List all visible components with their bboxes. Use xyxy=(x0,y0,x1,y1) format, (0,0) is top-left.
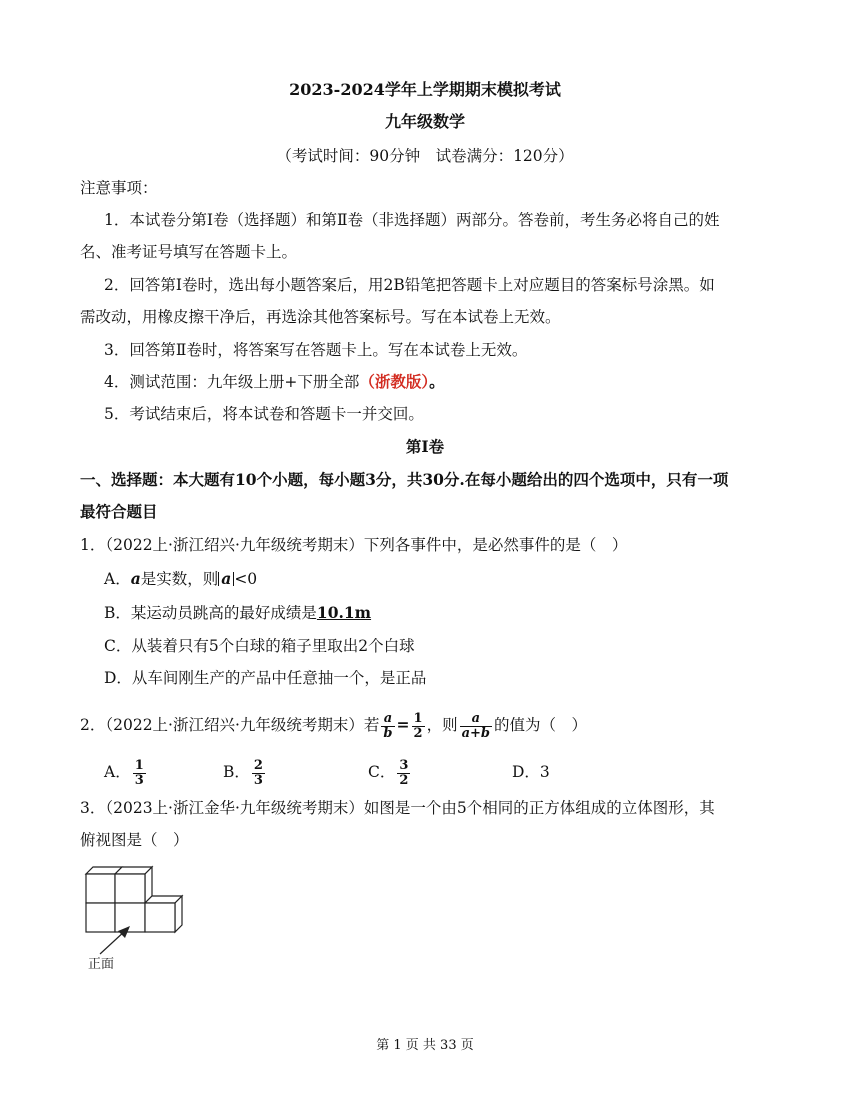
q2-a-fraction xyxy=(133,759,146,788)
q2-stem-prefix: 2．（2022上·浙江绍兴·九年级统考期末）若 xyxy=(80,716,380,734)
exam-info: （考试时间：90分钟 试卷满分：120分） xyxy=(276,147,574,165)
note-4-highlight: （浙教版） xyxy=(359,372,430,391)
q2-stem-suffix: 的值为（ ） xyxy=(493,716,587,734)
frac-den: 2 xyxy=(399,772,409,788)
frac-den: 3 xyxy=(134,772,144,788)
section-heading-line-2: 最符合题目 xyxy=(80,502,158,521)
q2-option-c xyxy=(368,755,412,789)
q3-stem-line-1: 3．（2023上·浙江金华·九年级统考期末）如图是一个由5个相同的正方体组成的立体图形，其 xyxy=(80,799,715,817)
q1-a-var: a xyxy=(130,569,141,588)
frac-den: a+b xyxy=(461,725,490,741)
q2-fraction-half xyxy=(412,712,425,741)
frac-num: a xyxy=(460,712,492,727)
cube-front-face xyxy=(86,903,115,932)
exam-title: 2023-2024学年上学期期末模拟考试 xyxy=(289,80,561,99)
cube-front-face xyxy=(145,903,175,932)
cube-figure xyxy=(80,862,200,980)
note-1-line-1: 1．本试卷分第Ⅰ卷（选择题）和第Ⅱ卷（非选择题）两部分。答卷前，考生务必将自己的姓 xyxy=(104,211,720,229)
q1-a-label: A． xyxy=(104,570,131,588)
note-4-prefix: 4．测试范围：九年级上册+下册全部 xyxy=(104,373,360,391)
q2-fraction-target xyxy=(460,712,492,741)
q1-a-text: 是实数，则 xyxy=(140,570,219,588)
q2-stem-mid: ，则 xyxy=(426,716,458,734)
q1-a-suffix: <0 xyxy=(234,570,258,588)
frac-den: 3 xyxy=(253,772,263,788)
cube-front-face xyxy=(115,874,145,903)
q1-b-value: 10.1m xyxy=(316,603,372,622)
note-4 xyxy=(104,372,445,392)
q2-b-label: B． xyxy=(223,763,250,781)
frac-den: b xyxy=(383,725,393,741)
q2-option-d: D．3 xyxy=(512,763,550,781)
q1-option-b xyxy=(104,603,371,623)
q2-stem xyxy=(80,708,587,742)
front-label: 正面 xyxy=(88,957,115,972)
frac-num: a xyxy=(381,712,394,727)
cube-front-face xyxy=(115,903,145,932)
frac-num: 1 xyxy=(134,757,144,773)
cube-side-face xyxy=(175,896,182,932)
exam-subtitle: 九年级数学 xyxy=(384,112,465,131)
q1-b-text: B．某运动员跳高的最好成绩是 xyxy=(104,604,317,622)
note-1-line-2: 名、准考证号填写在答题卡上。 xyxy=(80,243,298,261)
note-3: 3．回答第Ⅱ卷时，将答案写在答题卡上。写在本试卷上无效。 xyxy=(104,341,528,359)
frac-num: 3 xyxy=(399,757,409,773)
q2-option-b xyxy=(223,755,267,789)
notes-heading: 注意事项： xyxy=(80,179,158,197)
q1-option-c: C．从装着只有5个白球的箱子里取出2个白球 xyxy=(104,637,415,655)
q2-b-fraction xyxy=(252,759,265,788)
q1-option-a xyxy=(104,569,257,589)
frac-num: 1 xyxy=(413,710,423,726)
frac-num: 2 xyxy=(253,757,263,773)
q1-stem: 1．（2022上·浙江绍兴·九年级统考期末）下列各事件中，是必然事件的是（ ） xyxy=(80,536,628,554)
cube-front-face xyxy=(86,874,115,903)
q1-a-abs: a xyxy=(218,572,234,586)
q2-c-label: C． xyxy=(368,763,396,781)
section-heading-line-1: 一、选择题：本大题有10个小题，每小题3分，共30分.在每小题给出的四个选项中，只有一项 xyxy=(80,470,729,489)
note-4-suffix: 。 xyxy=(429,372,445,391)
note-2-line-2: 需改动，用橡皮擦干净后，再选涂其他答案标号。写在本试卷上无效。 xyxy=(80,308,561,326)
note-2-line-1: 2．回答第Ⅰ卷时，选出每小题答案后，用2B铅笔把答题卡上对应题目的答案标号涂黑。如 xyxy=(104,276,715,294)
q2-a-label: A． xyxy=(104,763,131,781)
q2-c-fraction xyxy=(397,759,410,788)
page-footer: 第 1 页 共 33 页 xyxy=(376,1038,474,1053)
frac-den: 2 xyxy=(413,725,423,741)
q2-equals: = xyxy=(396,715,410,734)
q3-stem-line-2: 俯视图是（ ） xyxy=(80,831,189,849)
note-5: 5．考试结束后，将本试卷和答题卡一并交回。 xyxy=(104,405,424,423)
q2-option-a xyxy=(104,755,148,789)
volume-heading: 第Ⅰ卷 xyxy=(405,437,445,456)
q1-option-d: D．从车间刚生产的产品中任意抽一个，是正品 xyxy=(104,669,427,687)
q2-fraction-a-over-b xyxy=(381,712,394,741)
